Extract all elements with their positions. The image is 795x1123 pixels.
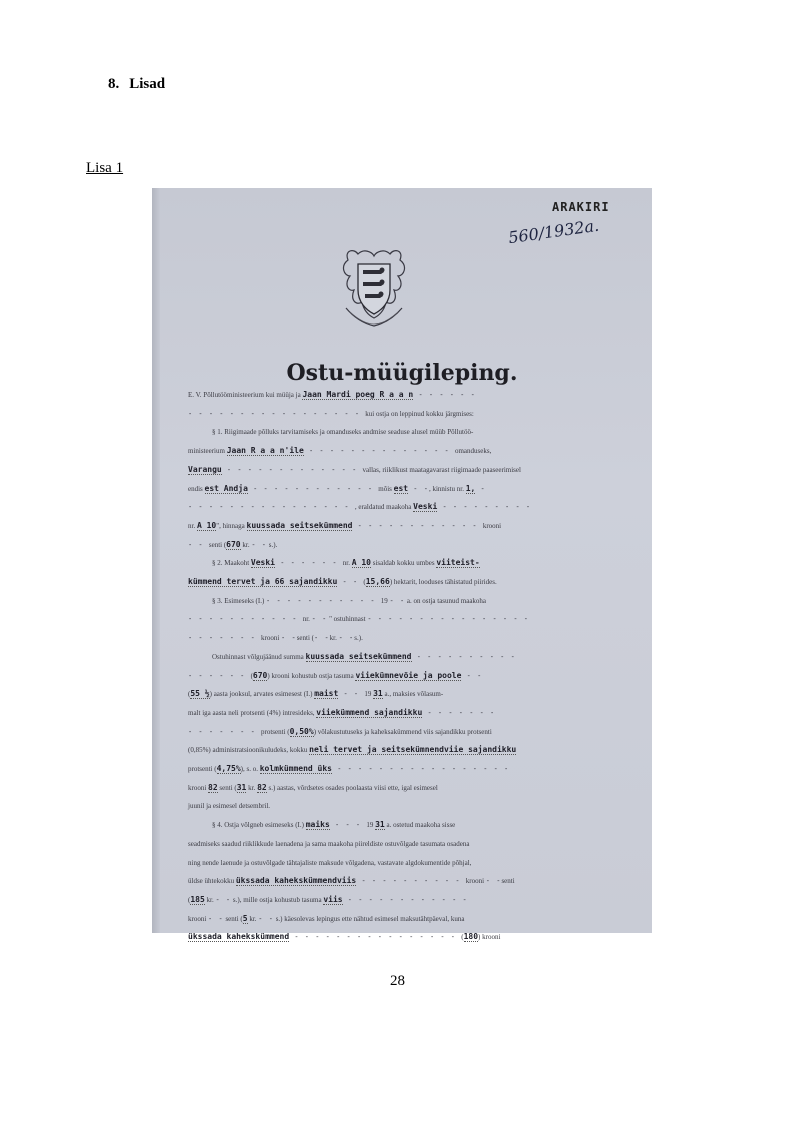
printed-text: ), s. o. [240,765,260,773]
dash-filler: - - [461,671,483,680]
printed-text: endis [188,484,205,493]
printed-text: ( [188,895,191,904]
printed-text: kr. [247,914,259,923]
filled-field: viiteist- [436,558,480,568]
dash-filler: - - [311,615,328,624]
printed-text: mõis [378,484,394,493]
dash-filler: - - [314,634,330,643]
contract-line [188,482,486,496]
filled-field: 0,50% [289,726,314,736]
filled-field: ükssada kahekskümmendviis [235,876,357,886]
printed-text: 19 [380,596,390,605]
dash-filler: - - - - - - - [188,634,262,643]
printed-text: kr. [240,540,252,549]
dash-filler: - - - - - - [188,671,251,680]
contract-line [188,874,515,888]
contract-line [188,706,495,720]
printed-text: ministeerium [188,447,227,456]
dash-filler: - - [281,634,297,643]
printed-text: Ostuhinnast võlgujäänud summa [212,652,306,661]
contract-line [188,930,500,944]
filled-field: Jaan Mardi poeg R a a n [302,390,414,399]
contract-line [188,743,516,757]
filled-field: kolmkümmend üks [259,764,332,773]
filled-field: viiekümmend sajandikku [316,707,423,717]
dash-filler: - - - - - - - - - - - - - - - - [289,933,462,942]
dash-filler: - - [338,690,365,699]
printed-text: a. on ostja tasunud maakoha [405,596,487,605]
dash-filler: - - - - - - - - - - - [266,596,381,605]
filled-field: A 10 [196,520,217,530]
contract-line [188,612,529,626]
dash-filler: - - - - - - - [422,708,496,717]
printed-text: ) võlakustutuseks ja kaheksakümmend viis sajandikku protsenti [313,727,492,736]
filled-field: Veski [250,558,275,568]
filled-field: kuussada seitsekümmend [305,651,412,661]
filled-field: est [393,483,409,493]
printed-text: ( [363,578,366,586]
printed-text: krooni [465,877,486,886]
dash-filler: - - [389,596,406,605]
archive-stamp: ARAKIRI [552,200,610,214]
printed-text: ) krooni [478,933,501,942]
archive-number: 560/1932a. [507,215,601,248]
printed-text: protsenti ( [188,765,217,773]
filled-field: kuussada seitsekümmend [246,520,353,530]
dash-filler: - - - - - - [274,559,343,568]
dash-filler: - - - - - - - - - [437,503,532,512]
filled-field: Veski [413,502,438,512]
printed-text: senti ( [296,634,315,643]
printed-text: omanduseks, [454,447,492,456]
printed-text: s.). [266,540,278,549]
printed-text: senti ( [208,540,227,549]
contract-line [188,725,492,739]
printed-text: kr. [204,895,216,904]
scanned-contract-image [152,188,652,942]
scan-fold-shadow [152,188,160,933]
filled-field: A 10 [351,558,371,568]
contract-line [188,762,509,776]
dash-filler: - - - - - - - - - - - - [247,484,379,493]
printed-text: , eraldatud maakoha [354,503,414,512]
filled-field: 15,66 [365,577,390,586]
printed-text: § 3. Esimeseks (I.) [212,596,267,605]
printed-text: ) aasta jooksul, arvates esimesest (I.) [209,690,315,699]
contract-line [188,781,438,795]
contract-line [188,912,464,926]
filled-field: neli tervet ja seitsekümnendviie sajandikku [309,745,517,755]
dash-filler: - - - - - - - - - - - - - - - - - [331,765,510,773]
dash-filler: - - - - - - - - - - - - - - - - [367,615,529,624]
printed-text: ( [461,933,464,942]
coat-of-arms-icon [338,246,410,328]
dash-filler: - - - - - - - - - - - [188,615,303,624]
contract-line [212,818,455,832]
filled-field: ükssada kahekskümmend [188,932,290,942]
printed-text: a. ostetud maakoha sisse [384,821,456,830]
filled-field: 670 [252,670,268,680]
page-number: 28 [390,973,405,989]
dash-filler: - - - - - - - - - - [356,877,466,886]
printed-text: a., maksies võlasum- [382,690,444,699]
printed-text: § 1. Riigimaade põlluks tarvitamiseks ja omanduseks andmise seaduse alusel müüb Põllutöö- [212,428,474,437]
printed-text: ) krooni kohustub ostja tasuma [267,671,356,680]
dash-filler: - - [408,484,429,493]
printed-text: seadmiseks saadud riiklikkude laenadena ja sama maakoha piireldiste ostuvõlgade tasumata osadena [188,839,470,848]
contract-line [212,594,486,608]
printed-text: ) hektarit, looduses tähistatud piirides. [389,578,497,586]
contract-line [212,650,516,664]
printed-text: senti ( [223,914,243,923]
printed-text: , kinnistu nr. [428,484,466,493]
dash-filler: - - - - - - - [188,727,262,736]
printed-text: " ostuhinnast [327,615,368,624]
contract-line [188,631,363,645]
printed-text: nr. [302,615,312,624]
printed-text: s.) käesolevas lepingus ette nähtud esimesel maksutähtpäeval, kuna [273,914,465,923]
printed-text: ", hinnaga [216,521,247,530]
printed-text: (0,85%) administratsioonikuludeks, kokku [188,746,310,755]
printed-text: kr. [329,634,339,643]
filled-field: 670 [226,539,241,549]
filled-field: 31 [373,689,383,699]
contract-line [212,425,473,439]
section-title: Lisad [129,76,166,92]
dash-filler: - - [251,540,267,549]
dash-filler: - - - - - - - - - - - - [352,521,483,530]
printed-text: krooni [261,634,282,643]
contract-line [188,799,270,813]
dash-filler: - - - - - - - - - - - - - [221,465,363,474]
printed-text: senti [501,877,515,886]
contract-line [188,575,497,589]
printed-text: krooni [188,914,209,923]
printed-text: krooni [188,783,209,792]
printed-text: kui ostja on leppinud kokku järgmises: [365,409,474,418]
contract-line [188,856,471,870]
contract-line [212,556,480,570]
dash-filler: - - - - - - - - - - - - - - - - [188,503,355,512]
section-number: 8. [108,76,120,92]
dash-filler: - - - - - - - - - - [411,652,516,661]
filled-field: viiekümnevõie ja poole [355,670,462,680]
printed-text: ( [188,690,191,699]
dash-filler: - - - - - - - - - - - - [342,895,468,904]
printed-text: vallas, riiklikust maatagavarast riigimaade paaseerimisel [362,465,521,474]
printed-text: nr. [188,521,197,530]
filled-field: 82 [257,782,267,792]
dash-filler: - - [188,540,209,549]
contract-line [188,519,501,533]
filled-field: Varangu [188,464,222,474]
printed-text: protsenti ( [261,727,290,736]
printed-text: kr. [246,783,258,792]
dash-filler: - - [337,578,364,586]
filled-field: 1, [465,483,476,493]
printed-text: 19 [366,821,376,830]
printed-text: juunil ja esimesel detsembril. [188,802,271,811]
contract-line [188,538,277,552]
printed-text: ning nende laenude ja ostuvõlgade tähtajaliste maksude võlgadena, vastavate algdokumentide põhjal, [188,858,472,867]
filled-field: 185 [190,894,205,904]
printed-text: s.), mille ostja kohustub tasuma [231,895,324,904]
dash-filler: - - [338,634,355,643]
dash-filler: - - [258,914,274,923]
dash-filler: - - - - - - - - - - - - - - [303,447,455,456]
filled-field: kümmend tervet ja 66 sajandikku [188,577,338,586]
contract-line [188,837,469,851]
filled-field: viis [323,894,343,904]
dash-filler: - - [485,877,502,886]
printed-text: nr. [342,559,352,568]
contract-line [188,893,468,907]
contract-line [188,388,476,402]
printed-text: krooni [482,521,502,530]
appendix-label: Lisa 1 [86,160,124,176]
filled-field: 82 [208,782,218,792]
contract-line [188,687,443,701]
filled-field: est Andja [204,483,248,493]
printed-text: s.). [354,634,363,643]
contract-title: Ostu-müügileping. [286,360,518,386]
contract-line [188,669,482,683]
filled-field: 5 [242,913,248,923]
contract-line [188,463,521,477]
filled-field: Jaan R a a n'ile [226,446,304,456]
section-heading [108,76,165,93]
dash-filler: - - [215,895,232,904]
dash-filler: - [475,484,486,493]
dash-filler: - - - - - - - - - - - - - - - - - [188,409,366,418]
filled-field: 4,75% [216,764,241,773]
printed-text: ( [250,671,253,680]
filled-field: maist [314,689,339,699]
contract-line [188,500,531,514]
filled-field: 180 [463,932,479,942]
printed-text: 19 [364,690,374,699]
printed-text: s.) aastas, võrdsetes osades poolaasta viisi ette, igal esimesel [266,783,438,792]
printed-text: üldse ühtekokku [188,877,236,886]
filled-field: 31 [375,820,385,830]
filled-field: maiks [305,820,330,830]
filled-field: 55 ½ [190,689,210,699]
contract-line [188,444,491,458]
printed-text: sisaldab kokku umbes [371,559,437,568]
filled-field: 31 [236,782,247,792]
dash-filler: - - [208,914,224,923]
printed-text: malt iga aasta neli protsenti (4%) intresideks, [188,708,317,717]
dash-filler: - - - [329,821,367,830]
printed-text: senti ( [217,783,237,792]
printed-text: § 4. Ostja võlgneb esimeseks (I.) [212,821,306,830]
contract-line [188,407,474,421]
printed-text: § 2. Maakoht [212,559,251,568]
dash-filler: - - - - - - [413,391,476,399]
printed-text: E. V. Põllutööministeerium kui müüja ja [188,391,303,399]
